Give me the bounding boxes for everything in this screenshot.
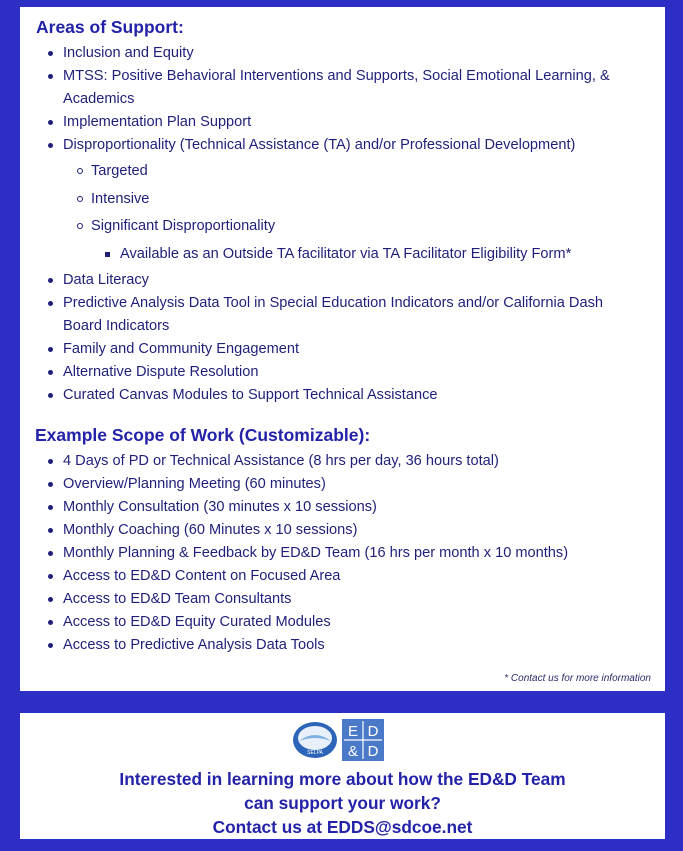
- cta-line-2: can support your work?: [244, 793, 441, 813]
- edd-logo-letter: D: [367, 743, 379, 760]
- scope-of-work-heading: Example Scope of Work (Customizable):: [35, 425, 371, 445]
- logo-group: [292, 719, 392, 760]
- selpa-logo-icon: [292, 721, 338, 759]
- list-item: Data Literacy: [63, 269, 149, 292]
- selpa-logo-text: SELPA: [307, 750, 323, 756]
- list-item: Implementation Plan Support: [63, 111, 251, 134]
- list-item-continuation: Academics: [63, 91, 135, 107]
- sub-sub-list-item: Available as an Outside TA facilitator via TA Facilitator Eligibility Form*: [120, 243, 571, 266]
- list-item: Monthly Consultation (30 minutes x 10 sessions): [63, 496, 377, 519]
- list-item: Curated Canvas Modules to Support Technical Assistance: [63, 384, 438, 407]
- edd-logo-icon: [342, 719, 384, 761]
- sub-list-item: Intensive: [91, 188, 149, 211]
- list-item: Access to ED&D Equity Curated Modules: [63, 611, 331, 634]
- list-item: Access to Predictive Analysis Data Tools: [63, 634, 325, 657]
- list-item: Family and Community Engagement: [63, 338, 299, 361]
- sub-list-item: Targeted: [91, 160, 148, 183]
- sub-list-item: Significant Disproportionality: [91, 215, 275, 238]
- list-item-continuation: Board Indicators: [63, 318, 170, 334]
- footnote: * Contact us for more information: [504, 673, 651, 684]
- edd-logo-letter: &: [347, 743, 359, 760]
- list-item: Monthly Coaching (60 Minutes x 10 sessions): [63, 519, 357, 542]
- list-item: Access to ED&D Content on Focused Area: [63, 565, 340, 588]
- list-item: Predictive Analysis Data Tool in Special Education Indicators and/or California Dash: [63, 292, 603, 315]
- contact-email[interactable]: Contact us at EDDS@sdcoe.net: [212, 817, 473, 837]
- content-panel: [20, 7, 665, 691]
- list-item: 4 Days of PD or Technical Assistance (8 hrs per day, 36 hours total): [63, 450, 499, 473]
- list-item: Access to ED&D Team Consultants: [63, 588, 291, 611]
- list-item: Monthly Planning & Feedback by ED&D Team (16 hrs per month x 10 months): [63, 542, 568, 565]
- areas-of-support-heading: Areas of Support:: [36, 17, 184, 37]
- list-item: Alternative Dispute Resolution: [63, 361, 259, 384]
- cta-line-1: Interested in learning more about how the ED&D Team: [119, 769, 566, 789]
- list-item: Overview/Planning Meeting (60 minutes): [63, 473, 326, 496]
- contact-footer: [20, 713, 665, 839]
- list-item: Inclusion and Equity: [63, 42, 194, 65]
- edd-logo-letter: E: [347, 723, 359, 740]
- edd-logo-letter: D: [367, 723, 379, 740]
- list-item: MTSS: Positive Behavioral Interventions and Supports, Social Emotional Learning, &: [63, 65, 610, 88]
- list-item: Disproportionality (Technical Assistance (TA) and/or Professional Development): [63, 134, 575, 157]
